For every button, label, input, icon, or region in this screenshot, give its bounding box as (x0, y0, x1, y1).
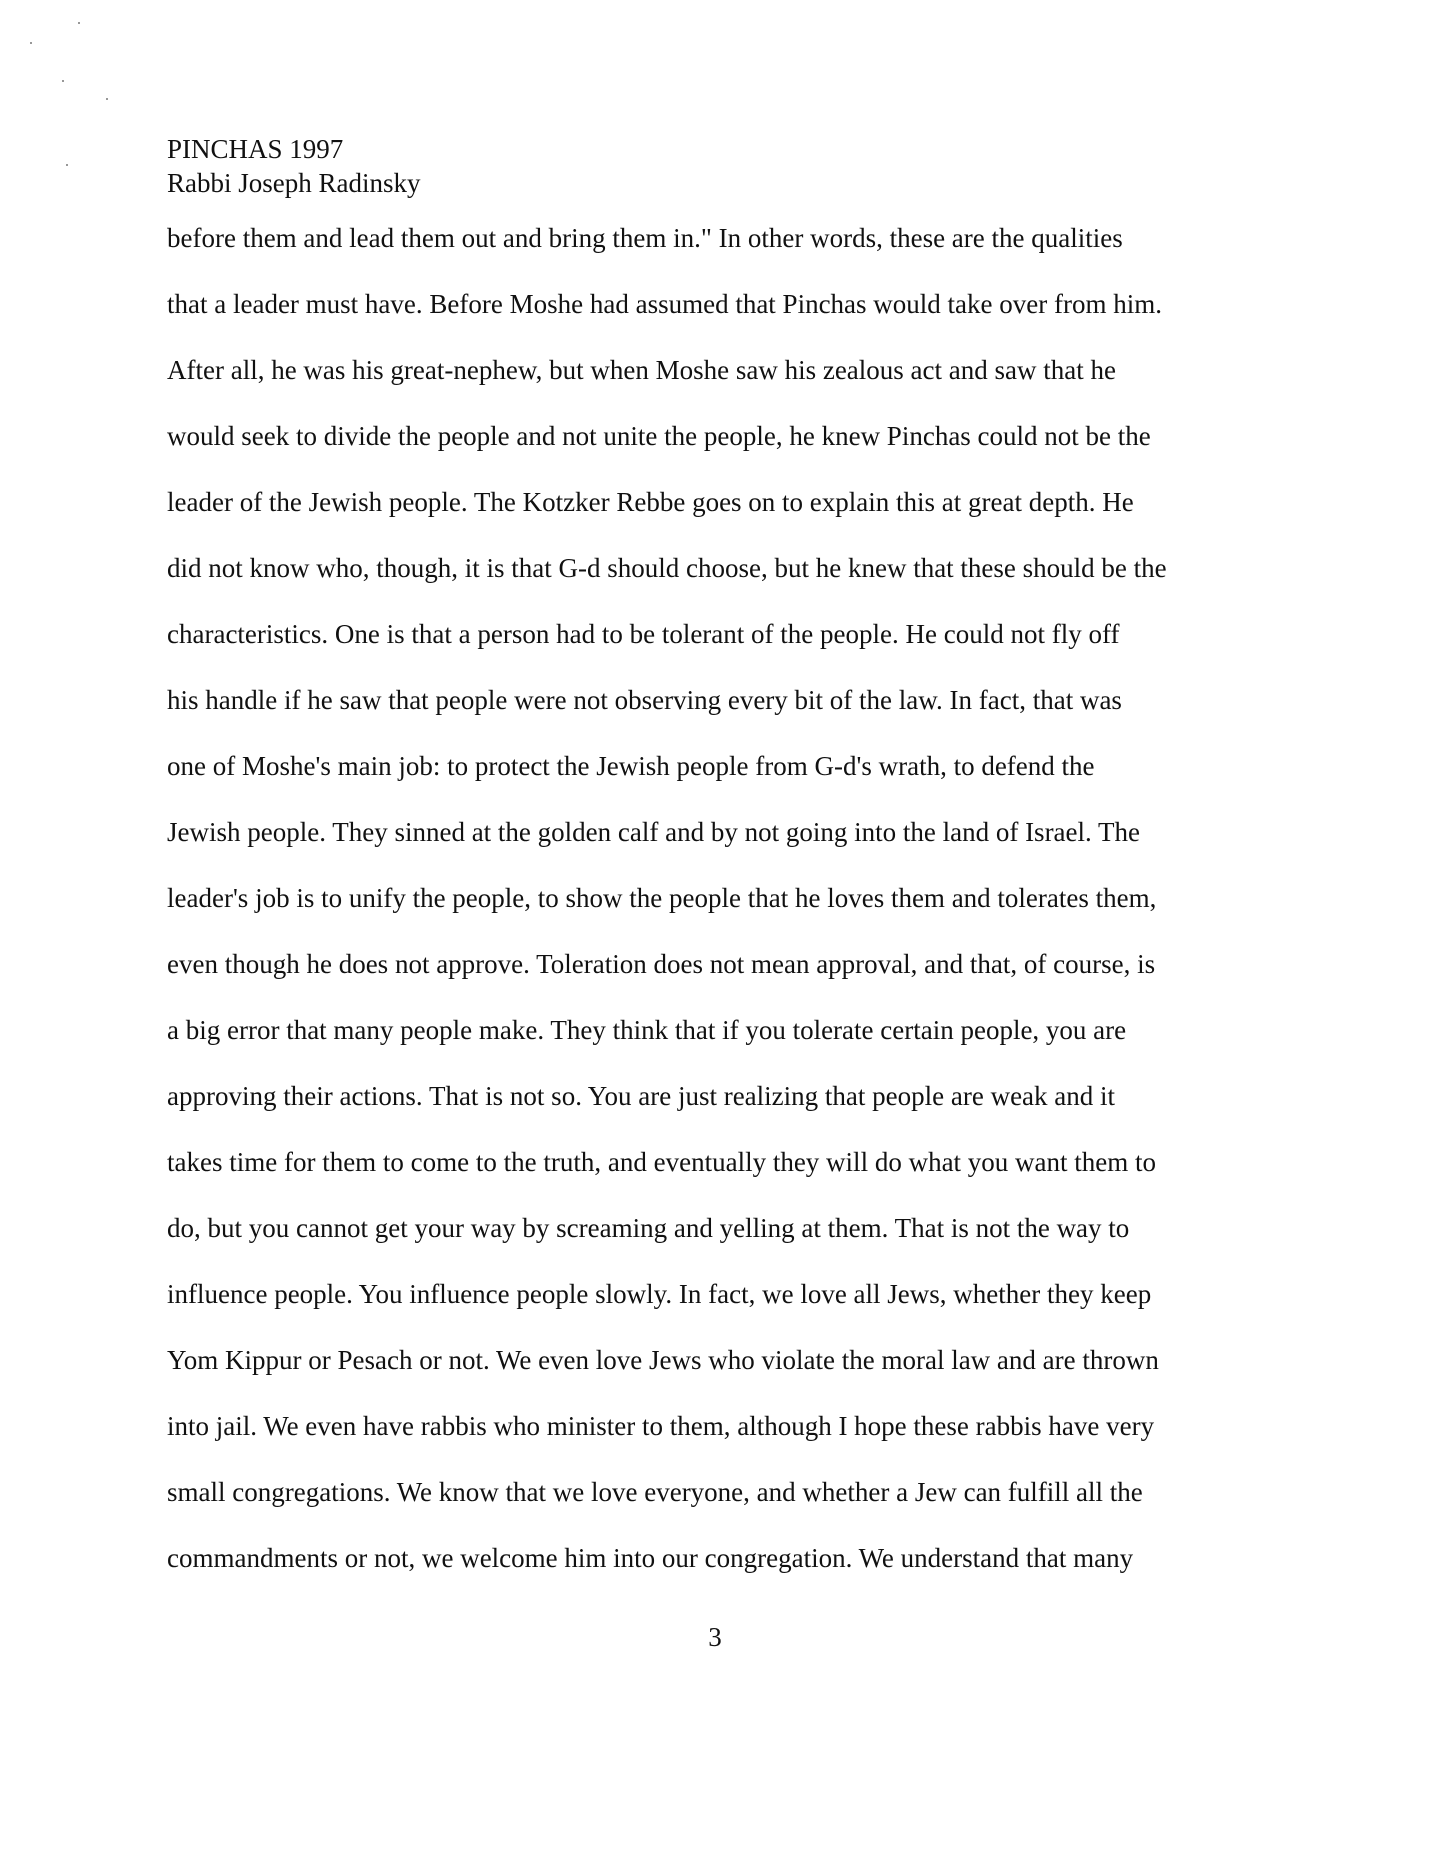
text-line: before them and lead them out and bring them in." In other words, these are the qualities (167, 223, 1123, 253)
body-text (167, 221, 1277, 1607)
text-line: takes time for them to come to the truth, and eventually they will do what you want them to (167, 1147, 1157, 1177)
text-line: one of Moshe's main job: to protect the Jewish people from G-d's wrath, to defend the (167, 751, 1095, 781)
text-line: influence people. You influence people slowly. In fact, we love all Jews, whether they keep (167, 1279, 1152, 1309)
text-line: characteristics. One is that a person had to be tolerant of the people. He could not fly off (167, 619, 1120, 649)
scan-speck (78, 22, 80, 24)
text-line: small congregations. We know that we love everyone, and whether a Jew can fulfill all the (167, 1477, 1143, 1507)
scan-speck (106, 98, 108, 100)
text-line: did not know who, though, it is that G-d should choose, but he knew that these should be the (167, 553, 1167, 583)
text-line: that a leader must have. Before Moshe had assumed that Pinchas would take over from him. (167, 289, 1162, 319)
scan-speck (30, 42, 32, 44)
text-line: a big error that many people make. They think that if you tolerate certain people, you are (167, 1015, 1127, 1045)
text-line: leader's job is to unify the people, to show the people that he loves them and tolerates them, (167, 883, 1157, 913)
document-title: PINCHAS 1997 (167, 134, 344, 164)
text-line: into jail. We even have rabbis who minister to them, although I hope these rabbis have very (167, 1411, 1155, 1441)
text-line: leader of the Jewish people. The Kotzker Rebbe goes on to explain this at great depth. He (167, 487, 1134, 517)
text-line: even though he does not approve. Toleration does not mean approval, and that, of course, is (167, 949, 1156, 979)
text-line: commandments or not, we welcome him into our congregation. We understand that many (167, 1543, 1134, 1573)
page-number: 3 (708, 1622, 722, 1652)
scan-speck (66, 164, 68, 166)
text-line: Yom Kippur or Pesach or not. We even love Jews who violate the moral law and are thrown (167, 1345, 1159, 1375)
text-line: Jewish people. They sinned at the golden calf and by not going into the land of Israel. The (167, 817, 1141, 847)
document-author: Rabbi Joseph Radinsky (167, 168, 421, 198)
document-header (167, 132, 421, 200)
text-line: do, but you cannot get your way by screaming and yelling at them. That is not the way to (167, 1213, 1130, 1243)
text-line: approving their actions. That is not so. You are just realizing that people are weak and it (167, 1081, 1116, 1111)
scan-speck (62, 80, 64, 82)
text-line: would seek to divide the people and not unite the people, he knew Pinchas could not be the (167, 421, 1151, 451)
text-line: his handle if he saw that people were not observing every bit of the law. In fact, that was (167, 685, 1122, 715)
text-line: After all, he was his great-nephew, but when Moshe saw his zealous act and saw that he (167, 355, 1116, 385)
